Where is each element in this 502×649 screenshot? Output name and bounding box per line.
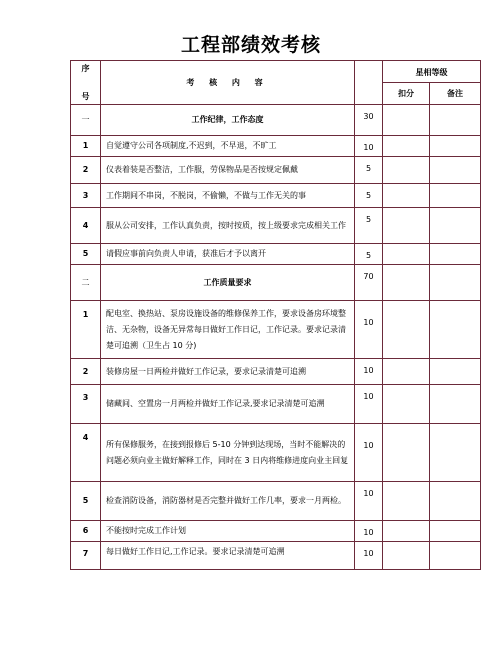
deduct-cell [383, 482, 430, 521]
item-text: 工作期间不串岗，不脱岗，不偷懒，不做与工作无关的事 [101, 184, 355, 208]
item-no: 3 [71, 385, 101, 424]
table-row [71, 301, 481, 359]
item-score: 5 [355, 244, 383, 265]
page-title: 工程部绩效考核 [180, 34, 321, 56]
item-no: 1 [71, 301, 101, 359]
item-score: 10 [355, 385, 383, 424]
deduct-cell [383, 385, 430, 424]
header-seq [71, 61, 101, 105]
note-cell [430, 482, 481, 521]
section-row [71, 265, 481, 301]
item-score: 10 [355, 482, 383, 521]
deduct-cell [383, 208, 430, 244]
item-text: 装修房屋一日两检并做好工作记录，要求记录清楚可追溯 [101, 359, 355, 385]
table-row [71, 385, 481, 424]
item-score: 10 [355, 301, 383, 359]
header-content: 考 核 内 容 [101, 61, 355, 105]
deduct-cell [383, 521, 430, 542]
item-no: 4 [71, 208, 101, 244]
section-title: 工作纪律，工作态度 [101, 105, 355, 136]
assessment-table [70, 60, 481, 570]
item-text: 自觉遵守公司各项制度,不迟到，不早退，不旷工 [101, 136, 355, 157]
deduct-cell [383, 424, 430, 482]
item-score: 10 [355, 542, 383, 570]
item-text: 请假应事前向负责人申请，获准后才予以离开 [101, 244, 355, 265]
item-score: 5 [355, 208, 383, 244]
item-score: 10 [355, 521, 383, 542]
item-text: 配电室、换热站、泵房设施设备的维修保养工作，要求设备房环境整洁、无杂物，设备无异常每日做好工作日记，工作记录。要求记录清楚可追溯（卫生占 10 分) [101, 301, 355, 359]
section-score: 30 [355, 105, 383, 136]
item-no: 2 [71, 359, 101, 385]
item-text: 储藏间、空置房一月两检并做好工作记录,要求记录清楚可追溯 [101, 385, 355, 424]
note-cell [430, 184, 481, 208]
deduct-cell [383, 157, 430, 184]
header-grade: 星相等级 [383, 61, 481, 83]
item-no: 1 [71, 136, 101, 157]
deduct-cell [383, 542, 430, 570]
section-no: 一 [71, 105, 101, 136]
item-score: 5 [355, 157, 383, 184]
note-cell [430, 359, 481, 385]
item-text: 不能按时完成工作计划 [101, 521, 355, 542]
item-text: 仪表着装是否整洁，工作服，劳保物品是否按规定佩戴 [101, 157, 355, 184]
table-row [71, 136, 481, 157]
deduct-cell [383, 265, 430, 301]
deduct-cell [383, 301, 430, 359]
section-title: 工作质量要求 [101, 265, 355, 301]
deduct-cell [383, 359, 430, 385]
section-no: 二 [71, 265, 101, 301]
deduct-cell [383, 244, 430, 265]
table-row [71, 542, 481, 570]
deduct-cell [383, 105, 430, 136]
item-score: 10 [355, 136, 383, 157]
header-note: 备注 [430, 83, 481, 105]
item-text: 检查消防设备，消防器材是否完整并做好工作几率，要求一月两检。 [101, 482, 355, 521]
item-no: 2 [71, 157, 101, 184]
item-text: 每日做好工作日记,工作记录。要求记录清楚可追溯 [101, 542, 355, 570]
table-row [71, 521, 481, 542]
section-row [71, 105, 481, 136]
item-score: 10 [355, 359, 383, 385]
note-cell [430, 301, 481, 359]
table-row [71, 157, 481, 184]
note-cell [430, 105, 481, 136]
table-row [71, 244, 481, 265]
note-cell [430, 521, 481, 542]
note-cell [430, 208, 481, 244]
table-row [71, 208, 481, 244]
section-score: 70 [355, 265, 383, 301]
table-row [71, 482, 481, 521]
item-no: 4 [71, 424, 101, 482]
note-cell [430, 542, 481, 570]
note-cell [430, 265, 481, 301]
note-cell [430, 136, 481, 157]
note-cell [430, 385, 481, 424]
deduct-cell [383, 136, 430, 157]
header-seq-line1: 序 [81, 63, 90, 73]
table-row [71, 359, 481, 385]
item-score: 5 [355, 184, 383, 208]
note-cell [430, 424, 481, 482]
header-seq-line2: 号 [81, 91, 90, 101]
note-cell [430, 157, 481, 184]
note-cell [430, 244, 481, 265]
item-no: 3 [71, 184, 101, 208]
table-row [71, 184, 481, 208]
header-deduct: 扣分 [383, 83, 430, 105]
item-no: 5 [71, 482, 101, 521]
item-no: 5 [71, 244, 101, 265]
item-no: 7 [71, 542, 101, 570]
header-score [355, 61, 383, 105]
deduct-cell [383, 184, 430, 208]
item-text: 所有保修服务，在接到报修后 5-10 分钟到达现场，当时不能解决的问题必须向业主做好解释工作，同时在 3 日内将维修进度向业主回复 [101, 424, 355, 482]
item-text: 服从公司安排，工作认真负责，按时按质，按上级要求完成相关工作 [101, 208, 355, 244]
item-no: 6 [71, 521, 101, 542]
table-row [71, 424, 481, 482]
item-score: 10 [355, 424, 383, 482]
